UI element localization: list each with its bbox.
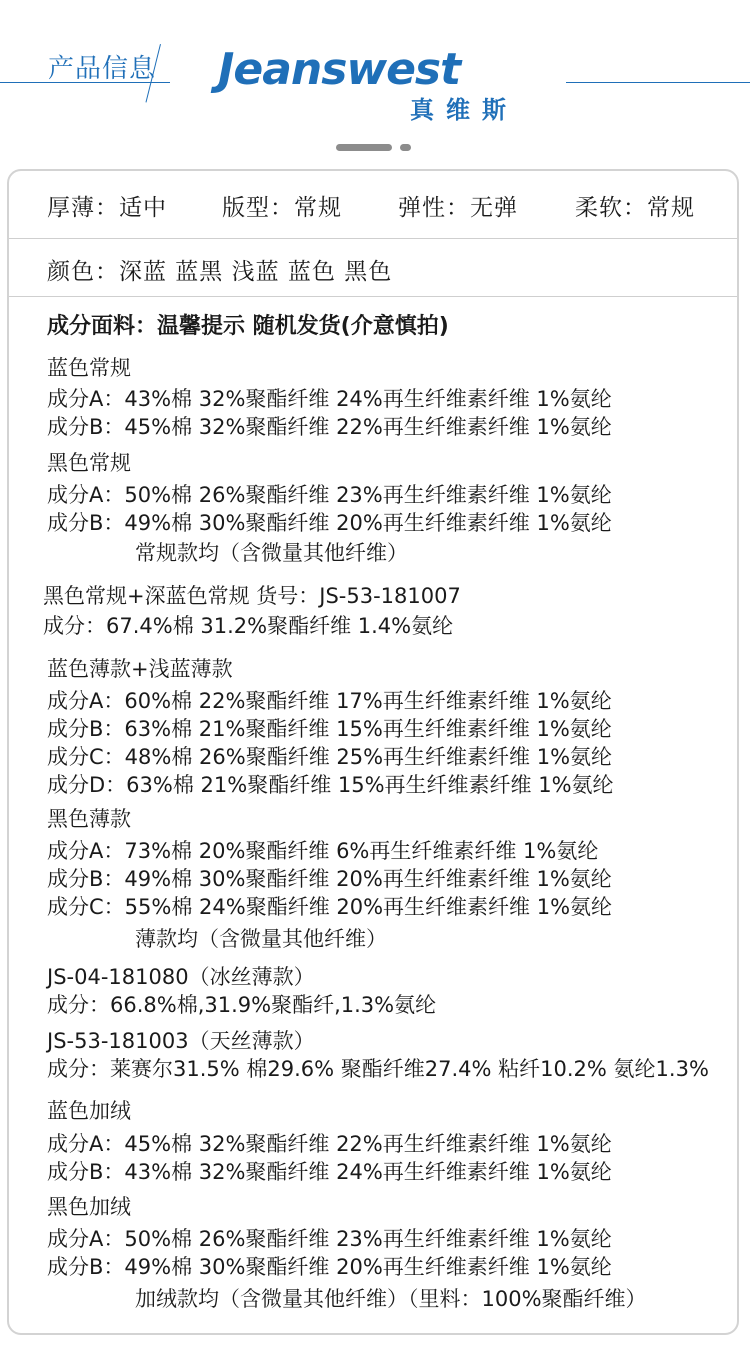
sku-line: 黑色常规+深蓝色常规 货号：JS-53-181007	[43, 584, 461, 608]
sku-line: JS-04-181080（冰丝薄款）	[47, 965, 315, 989]
brand-logo-text: Jeanswest	[218, 44, 461, 95]
attr-thickness: 厚薄：适中	[47, 195, 167, 221]
composition-line: 成分C：55%棉 24%聚酯纤维 20%再生纤维素纤维 1%氨纶	[47, 895, 613, 919]
section-title: 产品信息	[48, 54, 157, 84]
page-header	[0, 0, 750, 170]
sku-line: JS-53-181003（天丝薄款）	[47, 1029, 315, 1053]
composition-line: 成分：66.8%棉,31.9%聚酯纤,1.3%氨纶	[47, 993, 437, 1017]
composition-note: 薄款均（含微量其他纤维）	[135, 927, 387, 951]
group-heading: 黑色薄款	[47, 807, 131, 831]
header-rule-right	[566, 82, 750, 83]
page-indicator-dot	[400, 144, 411, 151]
group-heading: 黑色常规	[47, 451, 131, 475]
composition-line: 成分A：50%棉 26%聚酯纤维 23%再生纤维素纤维 1%氨纶	[47, 1227, 612, 1251]
composition-line: 成分A：45%棉 32%聚酯纤维 22%再生纤维素纤维 1%氨纶	[47, 1132, 612, 1156]
composition-line: 成分B：43%棉 32%聚酯纤维 24%再生纤维素纤维 1%氨纶	[47, 1160, 612, 1184]
composition-line: 成分B：49%棉 30%聚酯纤维 20%再生纤维素纤维 1%氨纶	[47, 867, 612, 891]
attr-elasticity: 弹性：无弹	[398, 195, 518, 221]
brand-logo-chinese: 真维斯	[410, 96, 518, 124]
group-heading: 蓝色薄款+浅蓝薄款	[47, 657, 233, 681]
composition-line: 成分B：49%棉 30%聚酯纤维 20%再生纤维素纤维 1%氨纶	[47, 511, 612, 535]
composition-line: 成分A：73%棉 20%聚酯纤维 6%再生纤维素纤维 1%氨纶	[47, 839, 599, 863]
composition-line: 成分B：45%棉 32%聚酯纤维 22%再生纤维素纤维 1%氨纶	[47, 415, 612, 439]
colors-row	[9, 239, 737, 297]
attributes-row	[9, 171, 737, 239]
page-indicator-active	[336, 144, 392, 151]
composition-line: 成分D：63%棉 21%聚酯纤维 15%再生纤维素纤维 1%氨纶	[47, 773, 614, 797]
composition-line: 成分：67.4%棉 31.2%聚酯纤维 1.4%氨纶	[43, 614, 454, 638]
composition-line: 成分B：63%棉 21%聚酯纤维 15%再生纤维素纤维 1%氨纶	[47, 717, 612, 741]
composition-note: 常规款均（含微量其他纤维）	[135, 541, 408, 565]
composition-title: 成分面料：温馨提示 随机发货(介意慎拍)	[47, 314, 449, 339]
product-info-card	[7, 169, 739, 1335]
colors-text: 颜色：深蓝 蓝黑 浅蓝 蓝色 黑色	[47, 259, 393, 285]
attr-softness: 柔软：常规	[575, 195, 695, 221]
group-heading: 蓝色加绒	[47, 1099, 131, 1123]
composition-line: 成分C：48%棉 26%聚酯纤维 25%再生纤维素纤维 1%氨纶	[47, 745, 613, 769]
composition-line: 成分A：60%棉 22%聚酯纤维 17%再生纤维素纤维 1%氨纶	[47, 689, 612, 713]
group-heading: 黑色加绒	[47, 1195, 131, 1219]
composition-note: 加绒款均（含微量其他纤维）（里料：100%聚酯纤维）	[135, 1287, 647, 1311]
attr-fit: 版型：常规	[222, 195, 342, 221]
composition-line: 成分A：50%棉 26%聚酯纤维 23%再生纤维素纤维 1%氨纶	[47, 483, 612, 507]
composition-line: 成分A：43%棉 32%聚酯纤维 24%再生纤维素纤维 1%氨纶	[47, 387, 612, 411]
group-heading: 蓝色常规	[47, 356, 131, 380]
composition-line: 成分B：49%棉 30%聚酯纤维 20%再生纤维素纤维 1%氨纶	[47, 1255, 612, 1279]
composition-line: 成分：莱赛尔31.5% 棉29.6% 聚酯纤维27.4% 粘纤10.2% 氨纶1.3%	[47, 1057, 709, 1081]
